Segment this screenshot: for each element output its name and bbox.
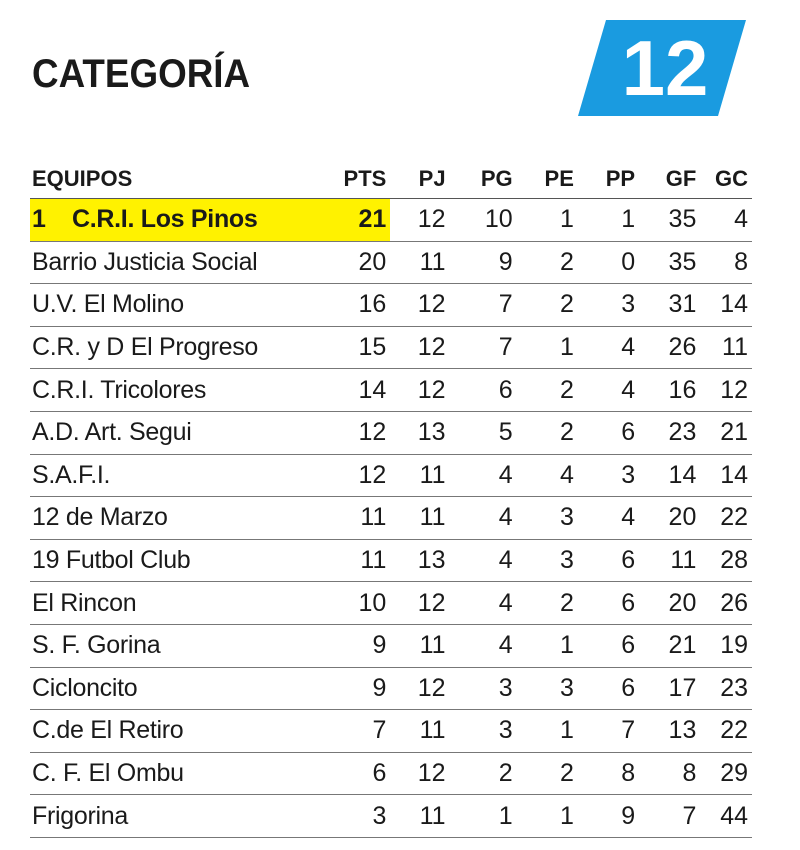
- stat-pg-cell: 4: [450, 539, 517, 582]
- category-badge-number: 12: [621, 23, 709, 112]
- stat-pts-cell: 11: [333, 497, 391, 540]
- stat-gf-cell: 20: [639, 497, 700, 540]
- stat-pts-cell: 10: [333, 582, 391, 625]
- column-header-pj: PJ: [390, 160, 449, 199]
- stat-pe-cell: 2: [517, 241, 578, 284]
- leader-pts: 21: [333, 199, 391, 242]
- stat-gc-cell: 22: [700, 497, 752, 540]
- stat-pg-cell: 3: [450, 667, 517, 710]
- stat-gf-cell: 26: [639, 326, 700, 369]
- stat-gc-cell: 23: [700, 667, 752, 710]
- column-header-gf: GF: [639, 160, 700, 199]
- table-row: [30, 539, 752, 582]
- stat-pp-cell: 7: [578, 710, 639, 753]
- stat-pe-cell: 1: [517, 326, 578, 369]
- stat-pp-cell: 4: [578, 369, 639, 412]
- stat-pp-cell: 0: [578, 241, 639, 284]
- stat-gc-cell: 11: [700, 326, 752, 369]
- stat-pts-cell: 14: [333, 369, 391, 412]
- column-header-pe: PE: [517, 160, 578, 199]
- leader-team-name: C.R.I. Los Pinos: [72, 205, 258, 234]
- stat-pj-cell: 11: [390, 241, 449, 284]
- stat-pp-cell: 6: [578, 411, 639, 454]
- stat-pe-cell: 1: [517, 624, 578, 667]
- stat-pp-cell: 6: [578, 667, 639, 710]
- table-row: [30, 624, 752, 667]
- table-row: [30, 369, 752, 412]
- stat-gc-cell: 28: [700, 539, 752, 582]
- stat-pe-cell: 2: [517, 411, 578, 454]
- stat-pj-cell: 12: [390, 369, 449, 412]
- stat-pg-cell: 6: [450, 369, 517, 412]
- table-row: [30, 497, 752, 540]
- stat-gc-cell: 19: [700, 624, 752, 667]
- stat-gf-cell: 17: [639, 667, 700, 710]
- stat-pe-cell: 2: [517, 752, 578, 795]
- category-title: CATEGORÍA: [32, 52, 251, 96]
- team-name-cell: 19 Futbol Club: [30, 539, 333, 582]
- stat-pe-cell: 2: [517, 284, 578, 327]
- stat-gf-cell: 20: [639, 582, 700, 625]
- team-name-cell: A.D. Art. Segui: [30, 411, 333, 454]
- team-name-cell: El Rincon: [30, 582, 333, 625]
- table-row: [30, 284, 752, 327]
- stat-pts-cell: 12: [333, 454, 391, 497]
- table-header-row: [30, 160, 752, 199]
- stat-gf-cell: 14: [639, 454, 700, 497]
- stat-pj-cell: 12: [390, 667, 449, 710]
- stat-pp-cell: 6: [578, 624, 639, 667]
- column-header-team: EQUIPOS: [30, 160, 333, 199]
- team-name-cell: S. F. Gorina: [30, 624, 333, 667]
- stat-pg-cell: 4: [450, 454, 517, 497]
- leader-pp: 1: [578, 199, 639, 242]
- stat-pp-cell: 6: [578, 582, 639, 625]
- stat-pj-cell: 13: [390, 539, 449, 582]
- stat-pts-cell: 20: [333, 241, 391, 284]
- stat-gc-cell: 12: [700, 369, 752, 412]
- column-header-pts: PTS: [333, 160, 391, 199]
- stat-pg-cell: 4: [450, 497, 517, 540]
- stat-pg-cell: 7: [450, 284, 517, 327]
- team-name-cell: Cicloncito: [30, 667, 333, 710]
- stat-pp-cell: 4: [578, 497, 639, 540]
- stat-pp-cell: 6: [578, 539, 639, 582]
- stat-gc-cell: 29: [700, 752, 752, 795]
- stat-pg-cell: 4: [450, 582, 517, 625]
- stat-gf-cell: 7: [639, 795, 700, 838]
- stat-gc-cell: 14: [700, 284, 752, 327]
- table-row: [30, 241, 752, 284]
- stat-pts-cell: 9: [333, 667, 391, 710]
- stat-gf-cell: 13: [639, 710, 700, 753]
- stat-pg-cell: 1: [450, 795, 517, 838]
- stat-pp-cell: 3: [578, 454, 639, 497]
- leader-pg: 10: [450, 199, 517, 242]
- stat-pg-cell: 2: [450, 752, 517, 795]
- table-row: [30, 795, 752, 838]
- stat-pj-cell: 12: [390, 752, 449, 795]
- stat-pts-cell: 15: [333, 326, 391, 369]
- leader-team-cell: [30, 199, 333, 242]
- stat-gc-cell: 14: [700, 454, 752, 497]
- column-header-pg: PG: [450, 160, 517, 199]
- team-name-cell: C.R. y D El Progreso: [30, 326, 333, 369]
- stat-gf-cell: 35: [639, 241, 700, 284]
- table-row: [30, 582, 752, 625]
- leader-pe: 1: [517, 199, 578, 242]
- stat-pe-cell: 1: [517, 710, 578, 753]
- table-row: [30, 710, 752, 753]
- stat-pp-cell: 3: [578, 284, 639, 327]
- category-badge: [578, 20, 746, 116]
- stat-gf-cell: 11: [639, 539, 700, 582]
- stat-pj-cell: 12: [390, 582, 449, 625]
- stat-pts-cell: 16: [333, 284, 391, 327]
- stat-pe-cell: 3: [517, 667, 578, 710]
- team-name-cell: S.A.F.I.: [30, 454, 333, 497]
- team-name-cell: Frigorina: [30, 795, 333, 838]
- team-name-cell: C.R.I. Tricolores: [30, 369, 333, 412]
- stat-pts-cell: 3: [333, 795, 391, 838]
- stat-pp-cell: 9: [578, 795, 639, 838]
- leader-gc: 4: [700, 199, 752, 242]
- stat-pj-cell: 11: [390, 624, 449, 667]
- leader-pj: 12: [390, 199, 449, 242]
- stat-gc-cell: 26: [700, 582, 752, 625]
- stat-gc-cell: 8: [700, 241, 752, 284]
- stat-gf-cell: 31: [639, 284, 700, 327]
- table-row: [30, 326, 752, 369]
- table-row: [30, 667, 752, 710]
- stat-pg-cell: 4: [450, 624, 517, 667]
- standings-table: [30, 160, 752, 838]
- stat-pe-cell: 4: [517, 454, 578, 497]
- leader-row: [30, 199, 752, 242]
- table-row: [30, 411, 752, 454]
- stat-pts-cell: 11: [333, 539, 391, 582]
- stat-pts-cell: 6: [333, 752, 391, 795]
- stat-pe-cell: 1: [517, 795, 578, 838]
- stat-pj-cell: 12: [390, 326, 449, 369]
- stat-pg-cell: 5: [450, 411, 517, 454]
- table-row: [30, 752, 752, 795]
- stat-pj-cell: 11: [390, 497, 449, 540]
- stat-pp-cell: 8: [578, 752, 639, 795]
- column-header-gc: GC: [700, 160, 752, 199]
- stat-pp-cell: 4: [578, 326, 639, 369]
- team-name-cell: Barrio Justicia Social: [30, 241, 333, 284]
- stat-pj-cell: 11: [390, 795, 449, 838]
- team-name-cell: C.de El Retiro: [30, 710, 333, 753]
- stat-gc-cell: 44: [700, 795, 752, 838]
- stat-gf-cell: 23: [639, 411, 700, 454]
- stat-pe-cell: 2: [517, 582, 578, 625]
- stat-pg-cell: 3: [450, 710, 517, 753]
- stat-pe-cell: 3: [517, 497, 578, 540]
- stat-gc-cell: 22: [700, 710, 752, 753]
- stat-pe-cell: 3: [517, 539, 578, 582]
- stat-pts-cell: 9: [333, 624, 391, 667]
- stat-pe-cell: 2: [517, 369, 578, 412]
- stat-gf-cell: 21: [639, 624, 700, 667]
- stat-pg-cell: 7: [450, 326, 517, 369]
- leader-gf: 35: [639, 199, 700, 242]
- stat-gf-cell: 8: [639, 752, 700, 795]
- team-name-cell: C. F. El Ombu: [30, 752, 333, 795]
- stat-pts-cell: 7: [333, 710, 391, 753]
- stat-pj-cell: 12: [390, 284, 449, 327]
- team-name-cell: 12 de Marzo: [30, 497, 333, 540]
- stat-gf-cell: 16: [639, 369, 700, 412]
- stat-pj-cell: 13: [390, 411, 449, 454]
- stat-gc-cell: 21: [700, 411, 752, 454]
- team-name-cell: U.V. El Molino: [30, 284, 333, 327]
- stat-pg-cell: 9: [450, 241, 517, 284]
- stat-pj-cell: 11: [390, 454, 449, 497]
- stat-pts-cell: 12: [333, 411, 391, 454]
- column-header-pp: PP: [578, 160, 639, 199]
- table-row: [30, 454, 752, 497]
- leader-rank: 1: [32, 205, 46, 234]
- stat-pj-cell: 11: [390, 710, 449, 753]
